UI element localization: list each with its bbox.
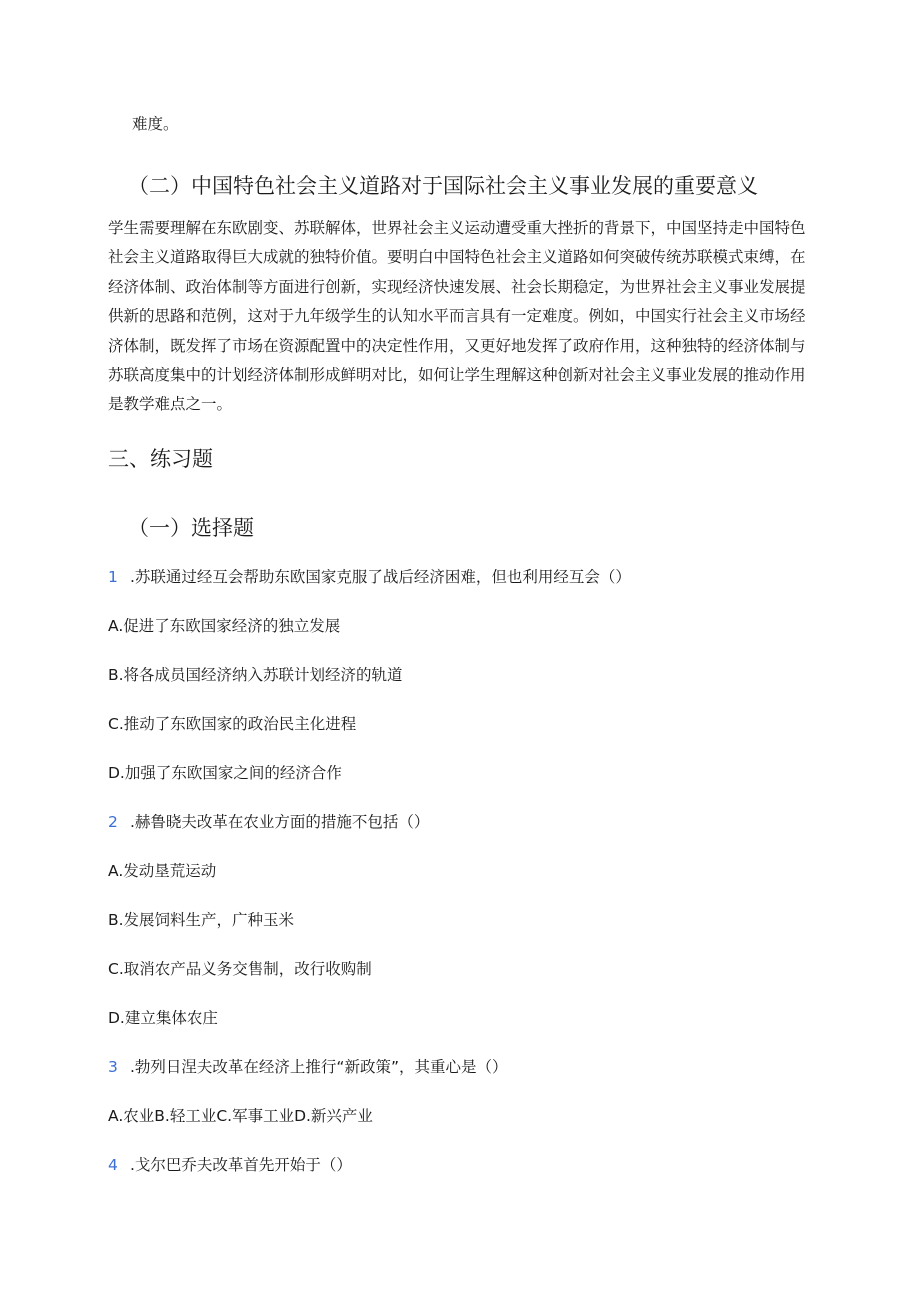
q2-option-d: D.建立集体农庄 xyxy=(108,1009,218,1027)
paragraph-line: 学生需要理解在东欧剧变、苏联解体，世界社会主义运动遭受重大挫折的背景下，中国坚持走中国特色 xyxy=(108,219,806,237)
q1-option-c: C.推动了东欧国家的政治民主化进程 xyxy=(108,715,357,733)
paragraph-line: 供新的思路和范例，这对于九年级学生的认知水平而言具有一定难度。例如，中国实行社会主义市场经 xyxy=(108,307,806,326)
question-number: 4 xyxy=(108,1156,118,1174)
question-number: 3 xyxy=(108,1058,118,1076)
q2-option-b: B.发展饲料生产，广种玉米 xyxy=(108,911,295,929)
q2-option-a: A.发动垦荒运动 xyxy=(108,862,217,880)
paragraph-line: 经济体制、政治体制等方面进行创新，实现经济快速发展、社会长期稳定，为世界社会主义事业发展提 xyxy=(108,277,806,296)
question-stem: .戈尔巴乔夫改革首先开始于（） xyxy=(130,1156,352,1174)
section2-paragraph xyxy=(108,214,808,420)
paragraph-line: 苏联高度集中的计划经济体制形成鲜明对比，如何让学生理解这种创新对社会主义事业发展的推动作用 xyxy=(108,365,806,384)
question-number: 1 xyxy=(108,568,118,586)
part3-heading: 三、练习题 xyxy=(108,447,213,471)
section2-heading: （二）中国特色社会主义道路对于国际社会主义事业发展的重要意义 xyxy=(128,174,758,198)
q2-option-c: C.取消农产品义务交售制，改行收购制 xyxy=(108,960,372,978)
question-4 xyxy=(108,1153,352,1175)
question-3 xyxy=(108,1055,508,1077)
q1-option-d: D.加强了东欧国家之间的经济合作 xyxy=(108,764,342,782)
choice-heading: （一）选择题 xyxy=(128,516,254,540)
question-1 xyxy=(108,565,631,587)
intro-tail-text: 难度。 xyxy=(132,115,179,133)
q3-options: A.农业B.轻工业C.军事工业D.新兴产业 xyxy=(108,1107,373,1125)
q1-option-a: A.促进了东欧国家经济的独立发展 xyxy=(108,617,341,635)
paragraph-line: 济体制，既发挥了市场在资源配置中的决定性作用，又更好地发挥了政府作用，这种独特的经济体制与 xyxy=(108,336,806,355)
paragraph-line: 社会主义道路取得巨大成就的独特价值。要明白中国特色社会主义道路如何突破传统苏联模式束缚，在 xyxy=(108,248,806,267)
question-stem: .赫鲁晓夫改革在农业方面的措施不包括（） xyxy=(130,813,430,831)
q1-option-b: B.将各成员国经济纳入苏联计划经济的轨道 xyxy=(108,666,403,684)
question-number: 2 xyxy=(108,813,118,831)
paragraph-line: 是教学难点之一。 xyxy=(108,395,233,414)
question-stem: .勃列日涅夫改革在经济上推行“新政策”，其重心是（） xyxy=(130,1058,508,1076)
question-2 xyxy=(108,810,429,832)
question-stem: .苏联通过经互会帮助东欧国家克服了战后经济困难，但也利用经互会（） xyxy=(130,568,631,586)
